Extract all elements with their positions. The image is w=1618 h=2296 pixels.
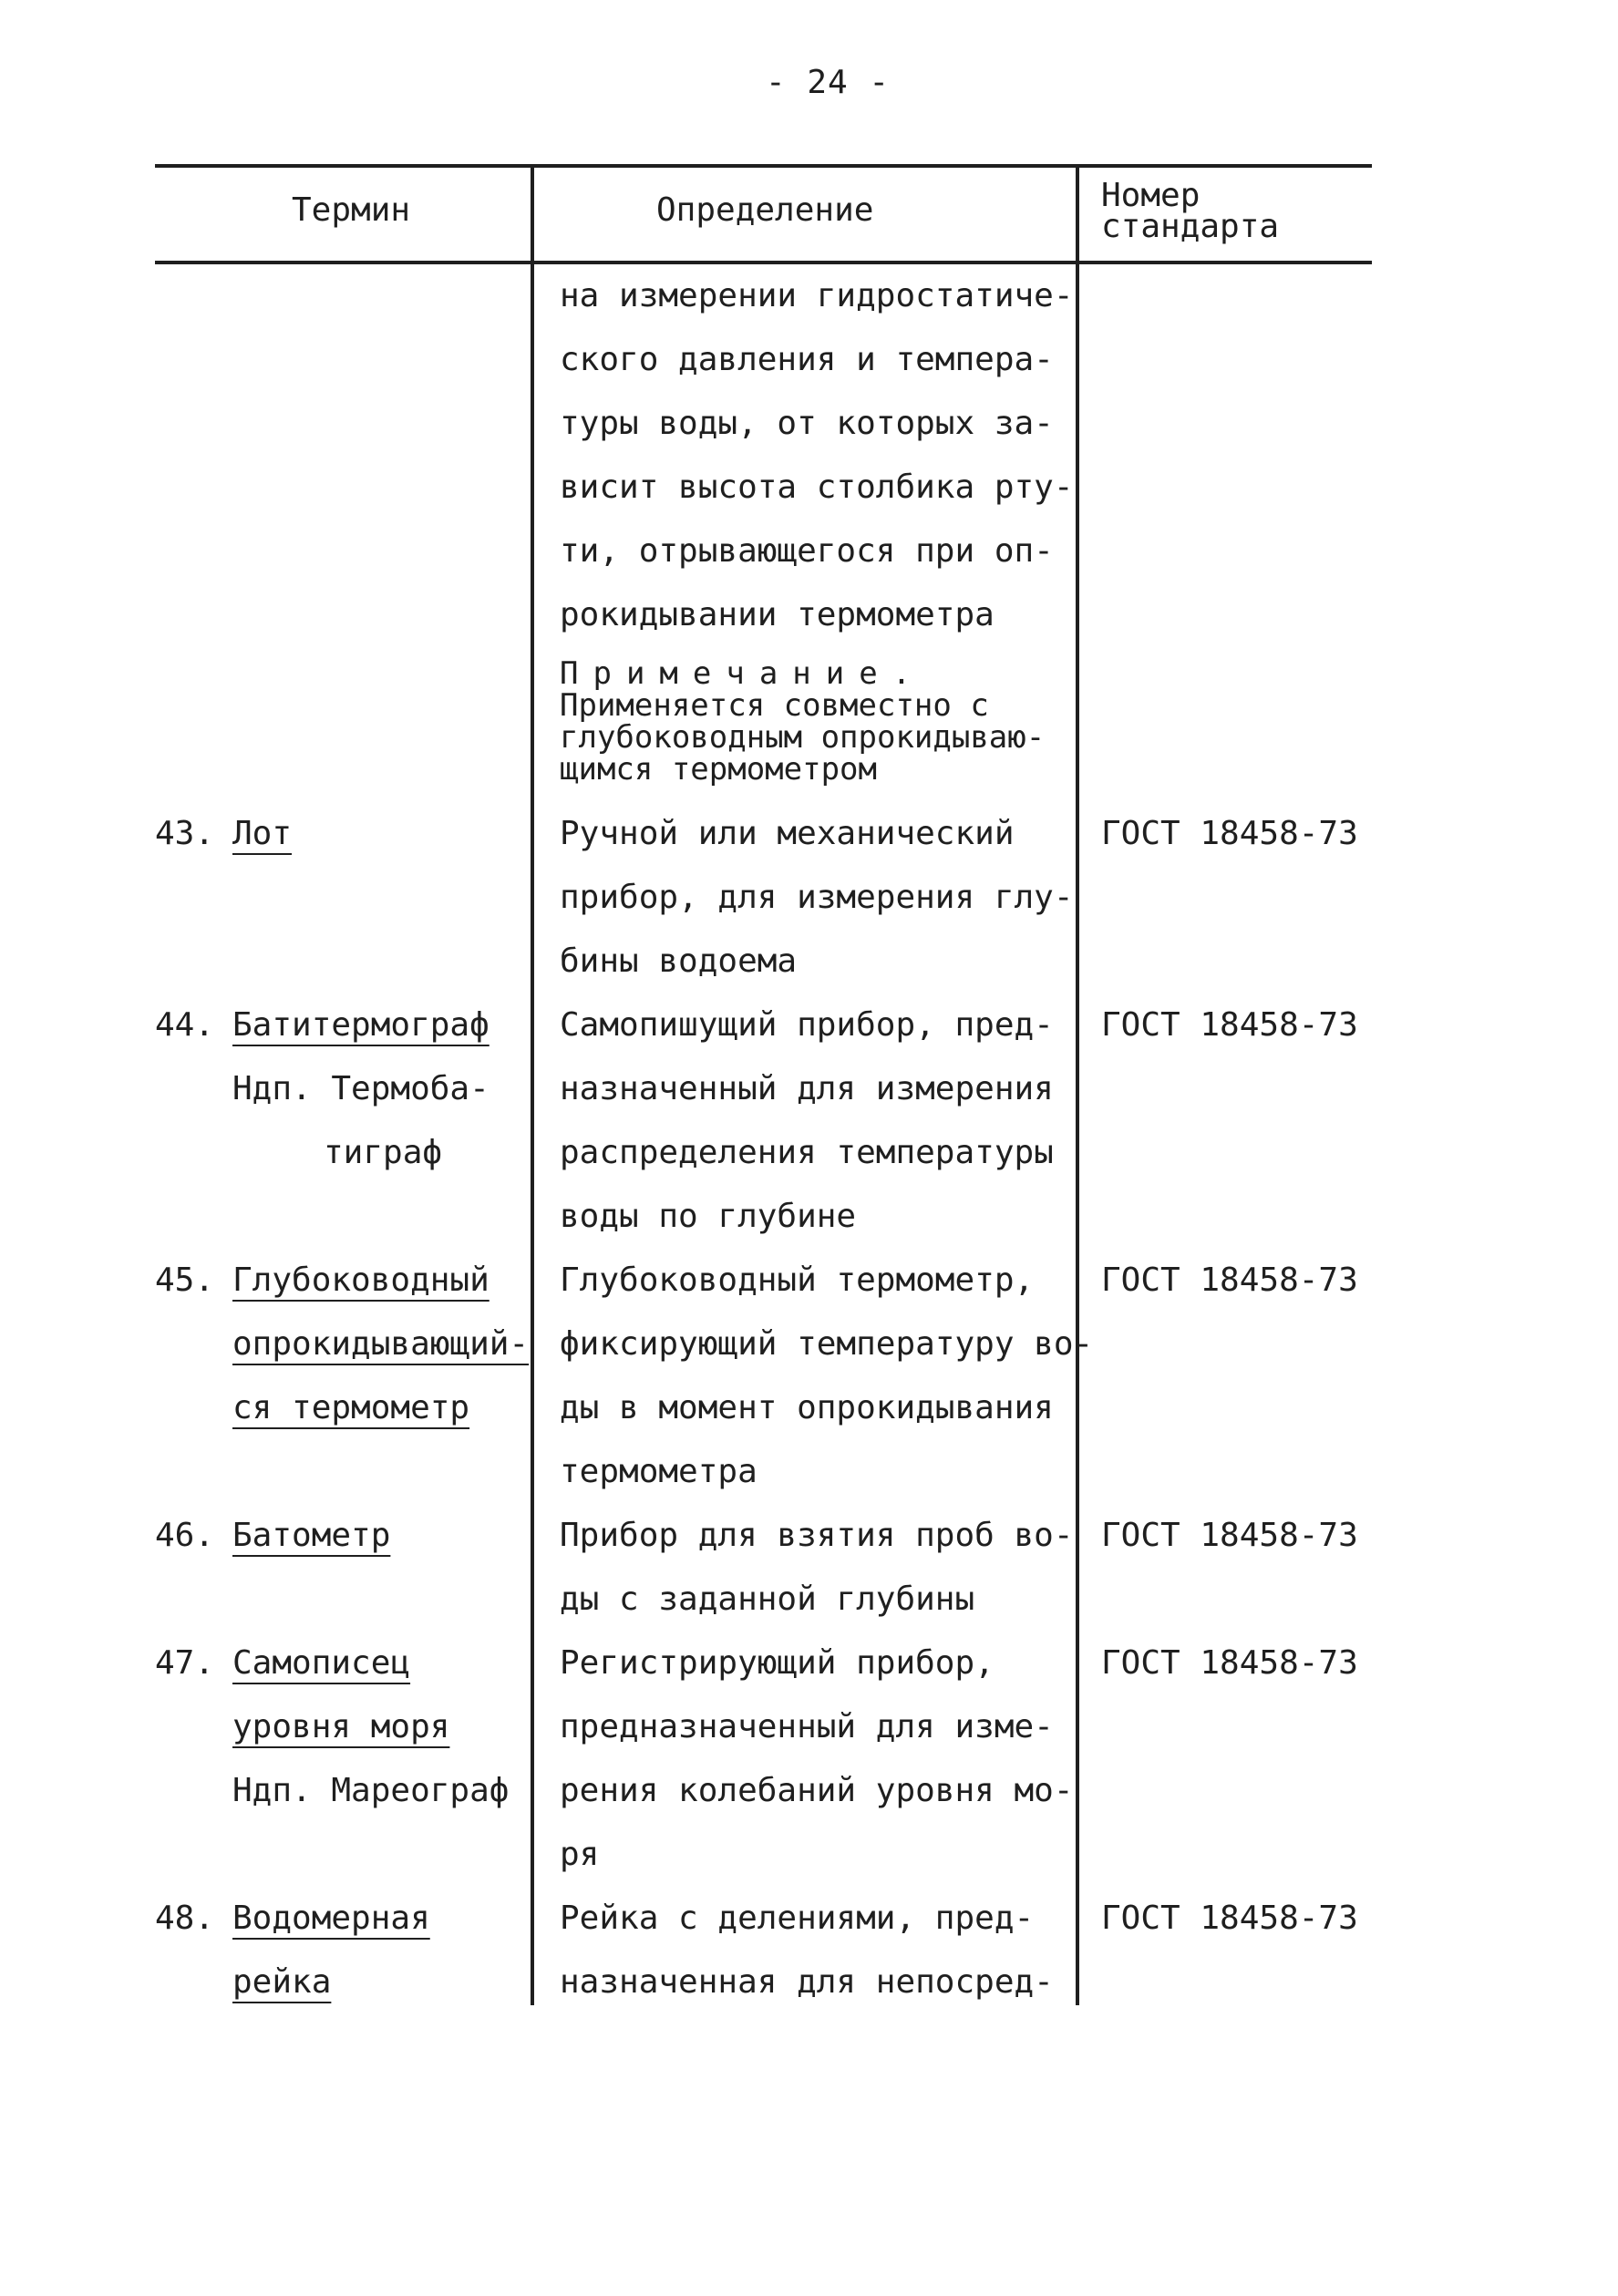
definition-line: рения колебаний уровня мо- bbox=[560, 1772, 1074, 1809]
definition-line: Рейка с делениями, пред- bbox=[560, 1900, 1035, 1937]
page-number: - 24 - bbox=[766, 64, 891, 101]
column-divider-1 bbox=[531, 164, 534, 1094]
definition-line: Прибор для взятия проб во- bbox=[560, 1517, 1074, 1554]
column-divider-2 bbox=[1076, 164, 1079, 2005]
definition-line: ти, отрывающегося при оп- bbox=[560, 532, 1054, 570]
definition-line: предназначенный для изме- bbox=[560, 1708, 1054, 1745]
definition-line: ря bbox=[560, 1836, 600, 1873]
term-line: Глубоководный bbox=[232, 1261, 490, 1299]
definition-line: ского давления и темпера- bbox=[560, 341, 1054, 378]
deprecated-term-line: Ндп. Термоба- bbox=[232, 1070, 490, 1107]
term-line: ся термометр bbox=[232, 1389, 470, 1426]
term-line: Батометр bbox=[232, 1517, 391, 1554]
definition-line: рокидывании термометра bbox=[560, 596, 995, 633]
term-line: опрокидывающий- bbox=[232, 1325, 530, 1363]
definition-line: распределения температуры bbox=[560, 1134, 1054, 1171]
header-standard-line2: стандарта bbox=[1101, 208, 1280, 245]
term-line: рейка bbox=[232, 1963, 332, 2001]
term-line: Лот bbox=[232, 815, 293, 852]
definition-line: воды по глубине bbox=[560, 1198, 857, 1235]
note-line: щимся термометром bbox=[560, 751, 877, 788]
definition-line: термометра bbox=[560, 1453, 757, 1490]
term-number: 45. bbox=[155, 1261, 215, 1299]
definition-line: висит высота столбика рту- bbox=[560, 468, 1074, 506]
note-line: Применяется совместно с bbox=[560, 687, 989, 724]
definition-line: ды в момент опрокидывания bbox=[560, 1389, 1054, 1426]
header-definition: Определение bbox=[656, 191, 874, 229]
standard-number: ГОСТ 18458-73 bbox=[1101, 1644, 1358, 1682]
definition-line: туры воды, от которых за- bbox=[560, 405, 1054, 442]
definition-line: на измерении гидростатиче- bbox=[560, 277, 1074, 314]
term-number: 47. bbox=[155, 1644, 215, 1682]
definition-line: Ручной или механический bbox=[560, 815, 1015, 852]
definition-line: ды с заданной глубины bbox=[560, 1580, 975, 1618]
term-number: 46. bbox=[155, 1517, 215, 1554]
term-line: Самописец bbox=[232, 1644, 411, 1682]
term-line: уровня моря bbox=[232, 1708, 450, 1745]
header-standard bbox=[1101, 177, 1280, 245]
term-number: 48. bbox=[155, 1900, 215, 1937]
term-number: 43. bbox=[155, 815, 215, 852]
term-line: Водомерная bbox=[232, 1900, 430, 1937]
header-standard-line1: Номер bbox=[1101, 177, 1201, 214]
deprecated-term-line: Ндп. Мареограф bbox=[232, 1772, 510, 1809]
term-number: 44. bbox=[155, 1006, 215, 1044]
definition-line: назначенный для измерения bbox=[560, 1070, 1054, 1107]
definition-line: назначенная для непосред- bbox=[560, 1963, 1054, 2001]
standard-number: ГОСТ 18458-73 bbox=[1101, 1261, 1358, 1299]
standard-number: ГОСТ 18458-73 bbox=[1101, 1517, 1358, 1554]
note-line: глубоководным опрокидываю- bbox=[560, 719, 1046, 756]
column-divider-1-lower bbox=[531, 1094, 534, 2005]
standard-number: ГОСТ 18458-73 bbox=[1101, 815, 1358, 852]
definition-line: Глубоководный термометр, bbox=[560, 1261, 1035, 1299]
definition-line: прибор, для измерения глу- bbox=[560, 879, 1074, 916]
standard-number: ГОСТ 18458-73 bbox=[1101, 1006, 1358, 1044]
definition-line: фиксирующий температуру во- bbox=[560, 1325, 1094, 1363]
definition-line: Регистрирующий прибор, bbox=[560, 1644, 995, 1682]
table-top-rule bbox=[155, 164, 1372, 168]
definition-line: Самопишущий прибор, пред- bbox=[560, 1006, 1054, 1044]
deprecated-term-line: тиграф bbox=[324, 1134, 443, 1171]
standard-number: ГОСТ 18458-73 bbox=[1101, 1900, 1358, 1937]
note bbox=[560, 655, 1070, 788]
note-title: Примечание. bbox=[560, 655, 926, 692]
header-term: Термин bbox=[292, 191, 411, 229]
term-line: Батитермограф bbox=[232, 1006, 490, 1044]
definition-line: бины водоема bbox=[560, 942, 798, 980]
